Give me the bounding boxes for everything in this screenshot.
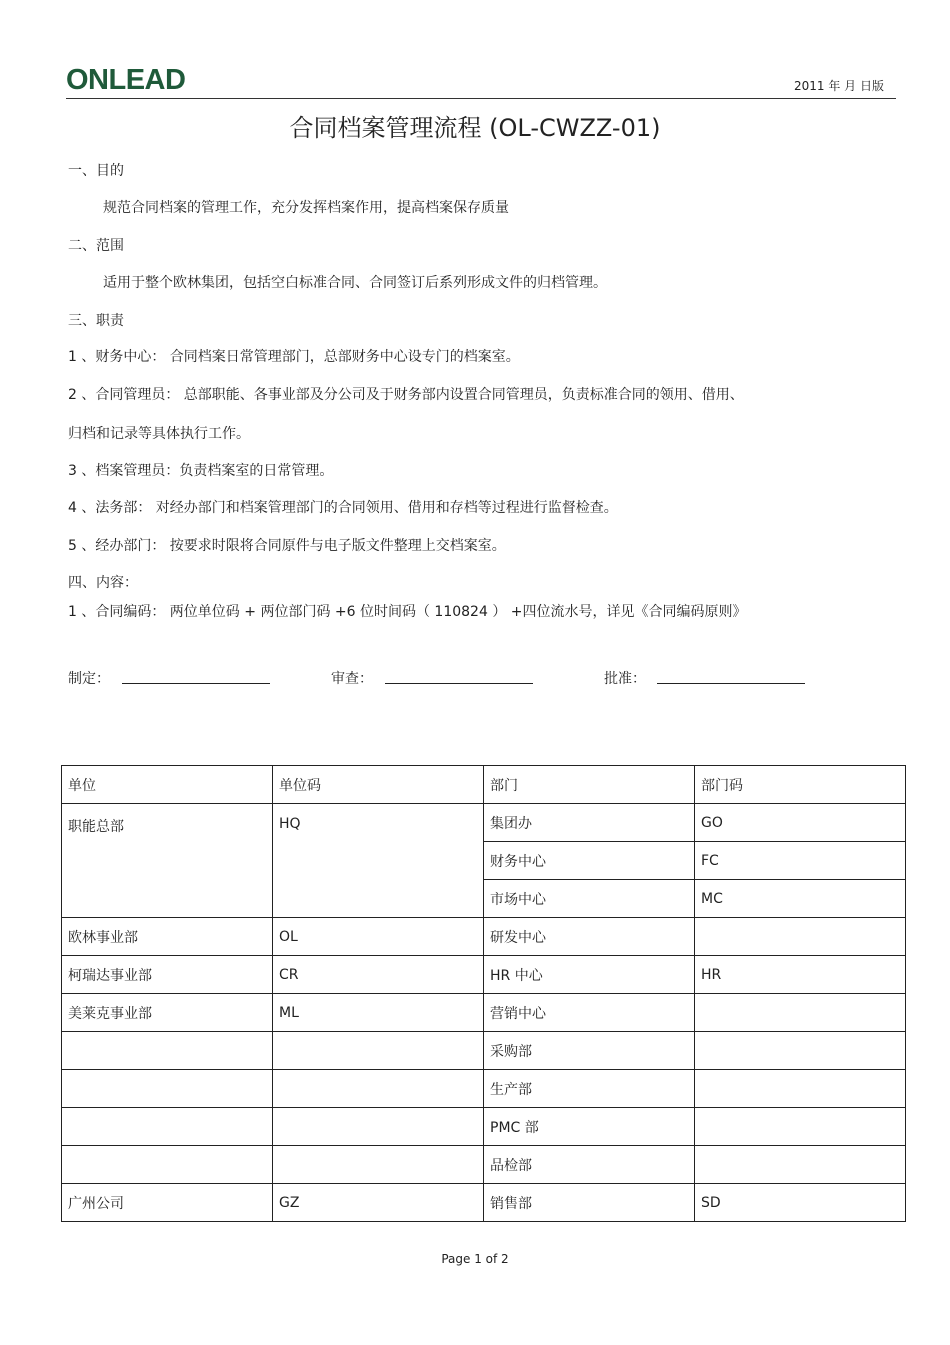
header-unit: 单位 [62, 766, 273, 804]
department-code-cell [695, 1108, 906, 1146]
content-heading: 四、内容： [68, 575, 138, 591]
unit-cell: 广州公司 [62, 1184, 273, 1222]
table-row [62, 1032, 906, 1070]
purpose-text: 规范合同档案的管理工作，充分发挥档案作用，提高档案保存质量 [103, 200, 509, 216]
unit-cell: 柯瑞达事业部 [62, 956, 273, 994]
unit-code-cell [273, 1070, 484, 1108]
department-code-cell [695, 1070, 906, 1108]
unit-code-cell: OL [273, 918, 484, 956]
table-row [62, 1184, 906, 1222]
department-cell: 采购部 [484, 1032, 695, 1070]
table-row [62, 1070, 906, 1108]
version-date: 2011 年 月 日版 [794, 79, 884, 93]
duty-item-4: 4 、法务部： 对经办部门和档案管理部门的合同领用、借用和存档等过程进行监督检查。 [68, 500, 618, 516]
unit-cell: 职能总部 [62, 804, 273, 918]
content-item-1: 1 、合同编码： 两位单位码 + 两位部门码 +6 位时间码（ 110824 ） +四位流水号，详见《合同编码原则》 [68, 604, 747, 620]
approve-line [657, 683, 805, 684]
department-cell: 财务中心 [484, 842, 695, 880]
header-department-code: 部门码 [695, 766, 906, 804]
unit-cell [62, 1146, 273, 1184]
unit-cell: 美莱克事业部 [62, 994, 273, 1032]
unit-cell [62, 1070, 273, 1108]
table-row [62, 804, 906, 842]
table-body [62, 804, 906, 1222]
approve-label: 批准： [604, 671, 646, 687]
page-number: Page 1 of 2 [441, 1252, 509, 1266]
department-code-cell: FC [695, 842, 906, 880]
review-label: 审查： [331, 671, 373, 687]
header-department: 部门 [484, 766, 695, 804]
department-cell: 市场中心 [484, 880, 695, 918]
department-cell: 集团办 [484, 804, 695, 842]
duty-item-2: 2 、合同管理员： 总部职能、各事业部及分公司及于财务部内设置合同管理员，负责标准合同的领用、借用、 [68, 387, 744, 403]
department-cell: HR 中心 [484, 956, 695, 994]
unit-code-cell: ML [273, 994, 484, 1032]
duty-heading: 三、职责 [68, 313, 124, 329]
department-code-cell [695, 1146, 906, 1184]
duty-item-3: 3 、档案管理员：负责档案室的日常管理。 [68, 463, 334, 479]
table-row [62, 1108, 906, 1146]
unit-code-cell: GZ [273, 1184, 484, 1222]
table-row [62, 918, 906, 956]
table-row [62, 956, 906, 994]
department-cell: 生产部 [484, 1070, 695, 1108]
department-code-cell [695, 994, 906, 1032]
header-divider [66, 98, 896, 99]
scope-heading: 二、范围 [68, 238, 124, 254]
duty-item-1: 1 、财务中心： 合同档案日常管理部门，总部财务中心设专门的档案室。 [68, 349, 520, 365]
review-line [385, 683, 533, 684]
table-row [62, 1146, 906, 1184]
unit-cell: 欧林事业部 [62, 918, 273, 956]
document-title: 合同档案管理流程 (OL-CWZZ-01) [289, 114, 661, 142]
department-cell: PMC 部 [484, 1108, 695, 1146]
purpose-heading: 一、目的 [68, 163, 124, 179]
department-cell: 研发中心 [484, 918, 695, 956]
department-code-cell: SD [695, 1184, 906, 1222]
duty-item-2-cont: 归档和记录等具体执行工作。 [68, 426, 250, 442]
department-code-cell: HR [695, 956, 906, 994]
unit-code-cell [273, 1032, 484, 1070]
department-code-cell [695, 1032, 906, 1070]
table-header-row [62, 766, 906, 804]
made-by-line [122, 683, 270, 684]
table-row [62, 994, 906, 1032]
department-cell: 营销中心 [484, 994, 695, 1032]
department-code-cell [695, 918, 906, 956]
made-by-label: 制定： [68, 671, 110, 687]
department-code-cell: MC [695, 880, 906, 918]
unit-code-cell [273, 1146, 484, 1184]
department-cell: 品检部 [484, 1146, 695, 1184]
department-code-cell: GO [695, 804, 906, 842]
unit-cell [62, 1032, 273, 1070]
header-unit-code: 单位码 [273, 766, 484, 804]
code-table [61, 765, 906, 1222]
duty-item-5: 5 、经办部门： 按要求时限将合同原件与电子版文件整理上交档案室。 [68, 538, 506, 554]
unit-cell [62, 1108, 273, 1146]
unit-code-cell: CR [273, 956, 484, 994]
unit-code-cell: HQ [273, 804, 484, 918]
department-cell: 销售部 [484, 1184, 695, 1222]
scope-text: 适用于整个欧林集团，包括空白标准合同、合同签订后系列形成文件的归档管理。 [103, 275, 607, 291]
company-logo: ONLEAD [66, 64, 186, 96]
unit-code-cell [273, 1108, 484, 1146]
